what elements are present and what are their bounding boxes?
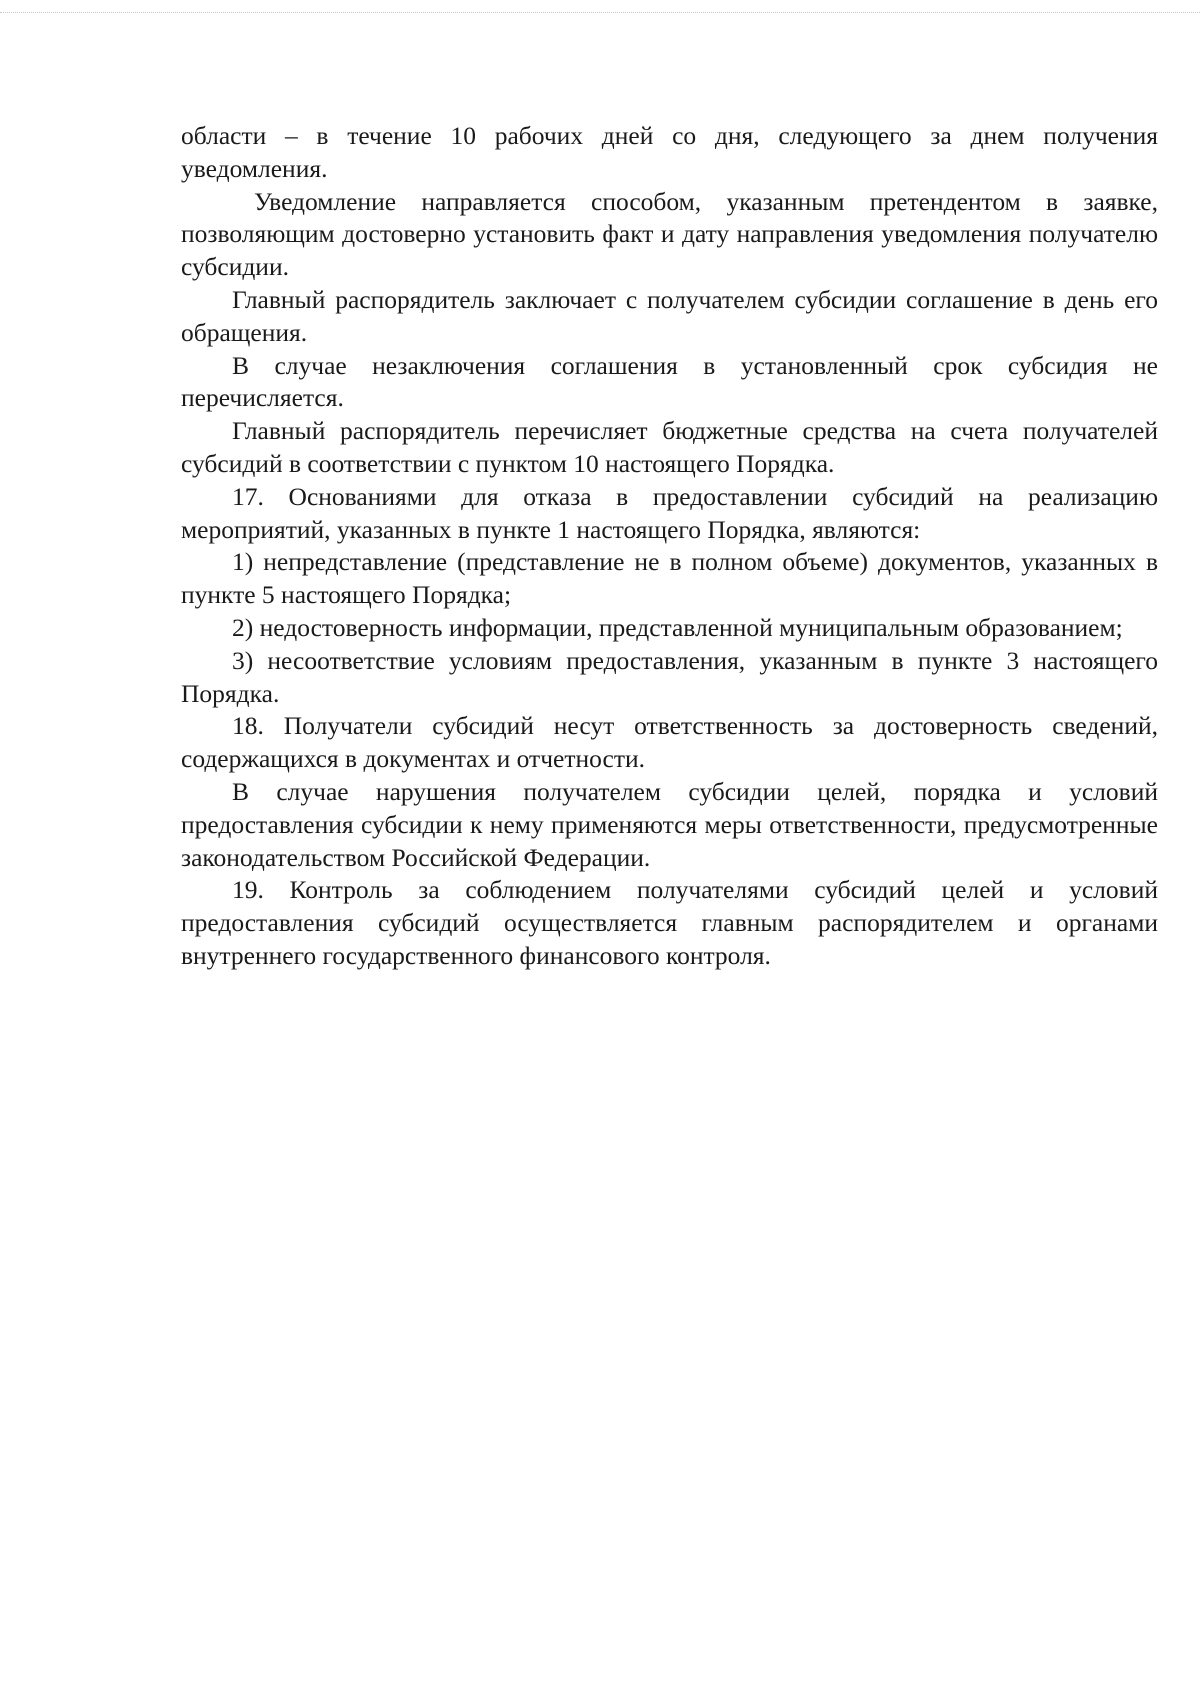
document-body bbox=[181, 120, 1158, 973]
paragraph-notification-method: Уведомление направляется способом, указанным претендентом в заявке, позволяющим достоверно установить факт и дату направления уведомления получателю субсидии. bbox=[181, 186, 1158, 282]
paragraph-item-17-1: 1) непредставление (представление не в полном объеме) документов, указанных в пункте 5 настоящего Порядка; bbox=[181, 547, 1158, 610]
paragraph-continuation: области – в течение 10 рабочих дней со дня, следующего за днем получения уведомления. bbox=[181, 121, 1158, 183]
paragraph-agreement: Главный распорядитель заключает с получателем субсидии соглашение в день его обращения. bbox=[181, 284, 1158, 347]
paragraph-transfer: Главный распорядитель перечисляет бюджетные средства на счета получателей субсидий в соответствии с пунктом 10 настоящего Порядка. bbox=[181, 416, 1158, 478]
paragraph-item-17-3: 3) несоответствие условиям предоставления, указанным в пункте 3 настоящего Порядка. bbox=[181, 645, 1158, 708]
paragraph-item-17-2: 2) недостоверность информации, представленной муниципальным образованием; bbox=[232, 612, 1123, 642]
scan-top-edge bbox=[0, 12, 1200, 13]
paragraph-violation: В случае нарушения получателем субсидии целей, порядка и условий предоставления субсидии к нему применяются меры ответственности, предусмотренные законодательством Российской Федерации. bbox=[181, 776, 1158, 872]
paragraph-item-17: 17. Основаниями для отказа в предоставлении субсидий на реализацию мероприятий, указанных в пункте 1 настоящего Порядка, являются: bbox=[181, 481, 1158, 544]
paragraph-item-18: 18. Получатели субсидий несут ответственность за достоверность сведений, содержащихся в документах и отчетности. bbox=[181, 711, 1158, 774]
paragraph-item-19: 19. Контроль за соблюдением получателями субсидий целей и условий предоставления субсидий осуществляется главным распорядителем и органами внутреннего государственного финансового контроля. bbox=[181, 875, 1158, 970]
paragraph-non-conclusion: В случае незаключения соглашения в установленный срок субсидия не перечисляется. bbox=[181, 350, 1158, 413]
